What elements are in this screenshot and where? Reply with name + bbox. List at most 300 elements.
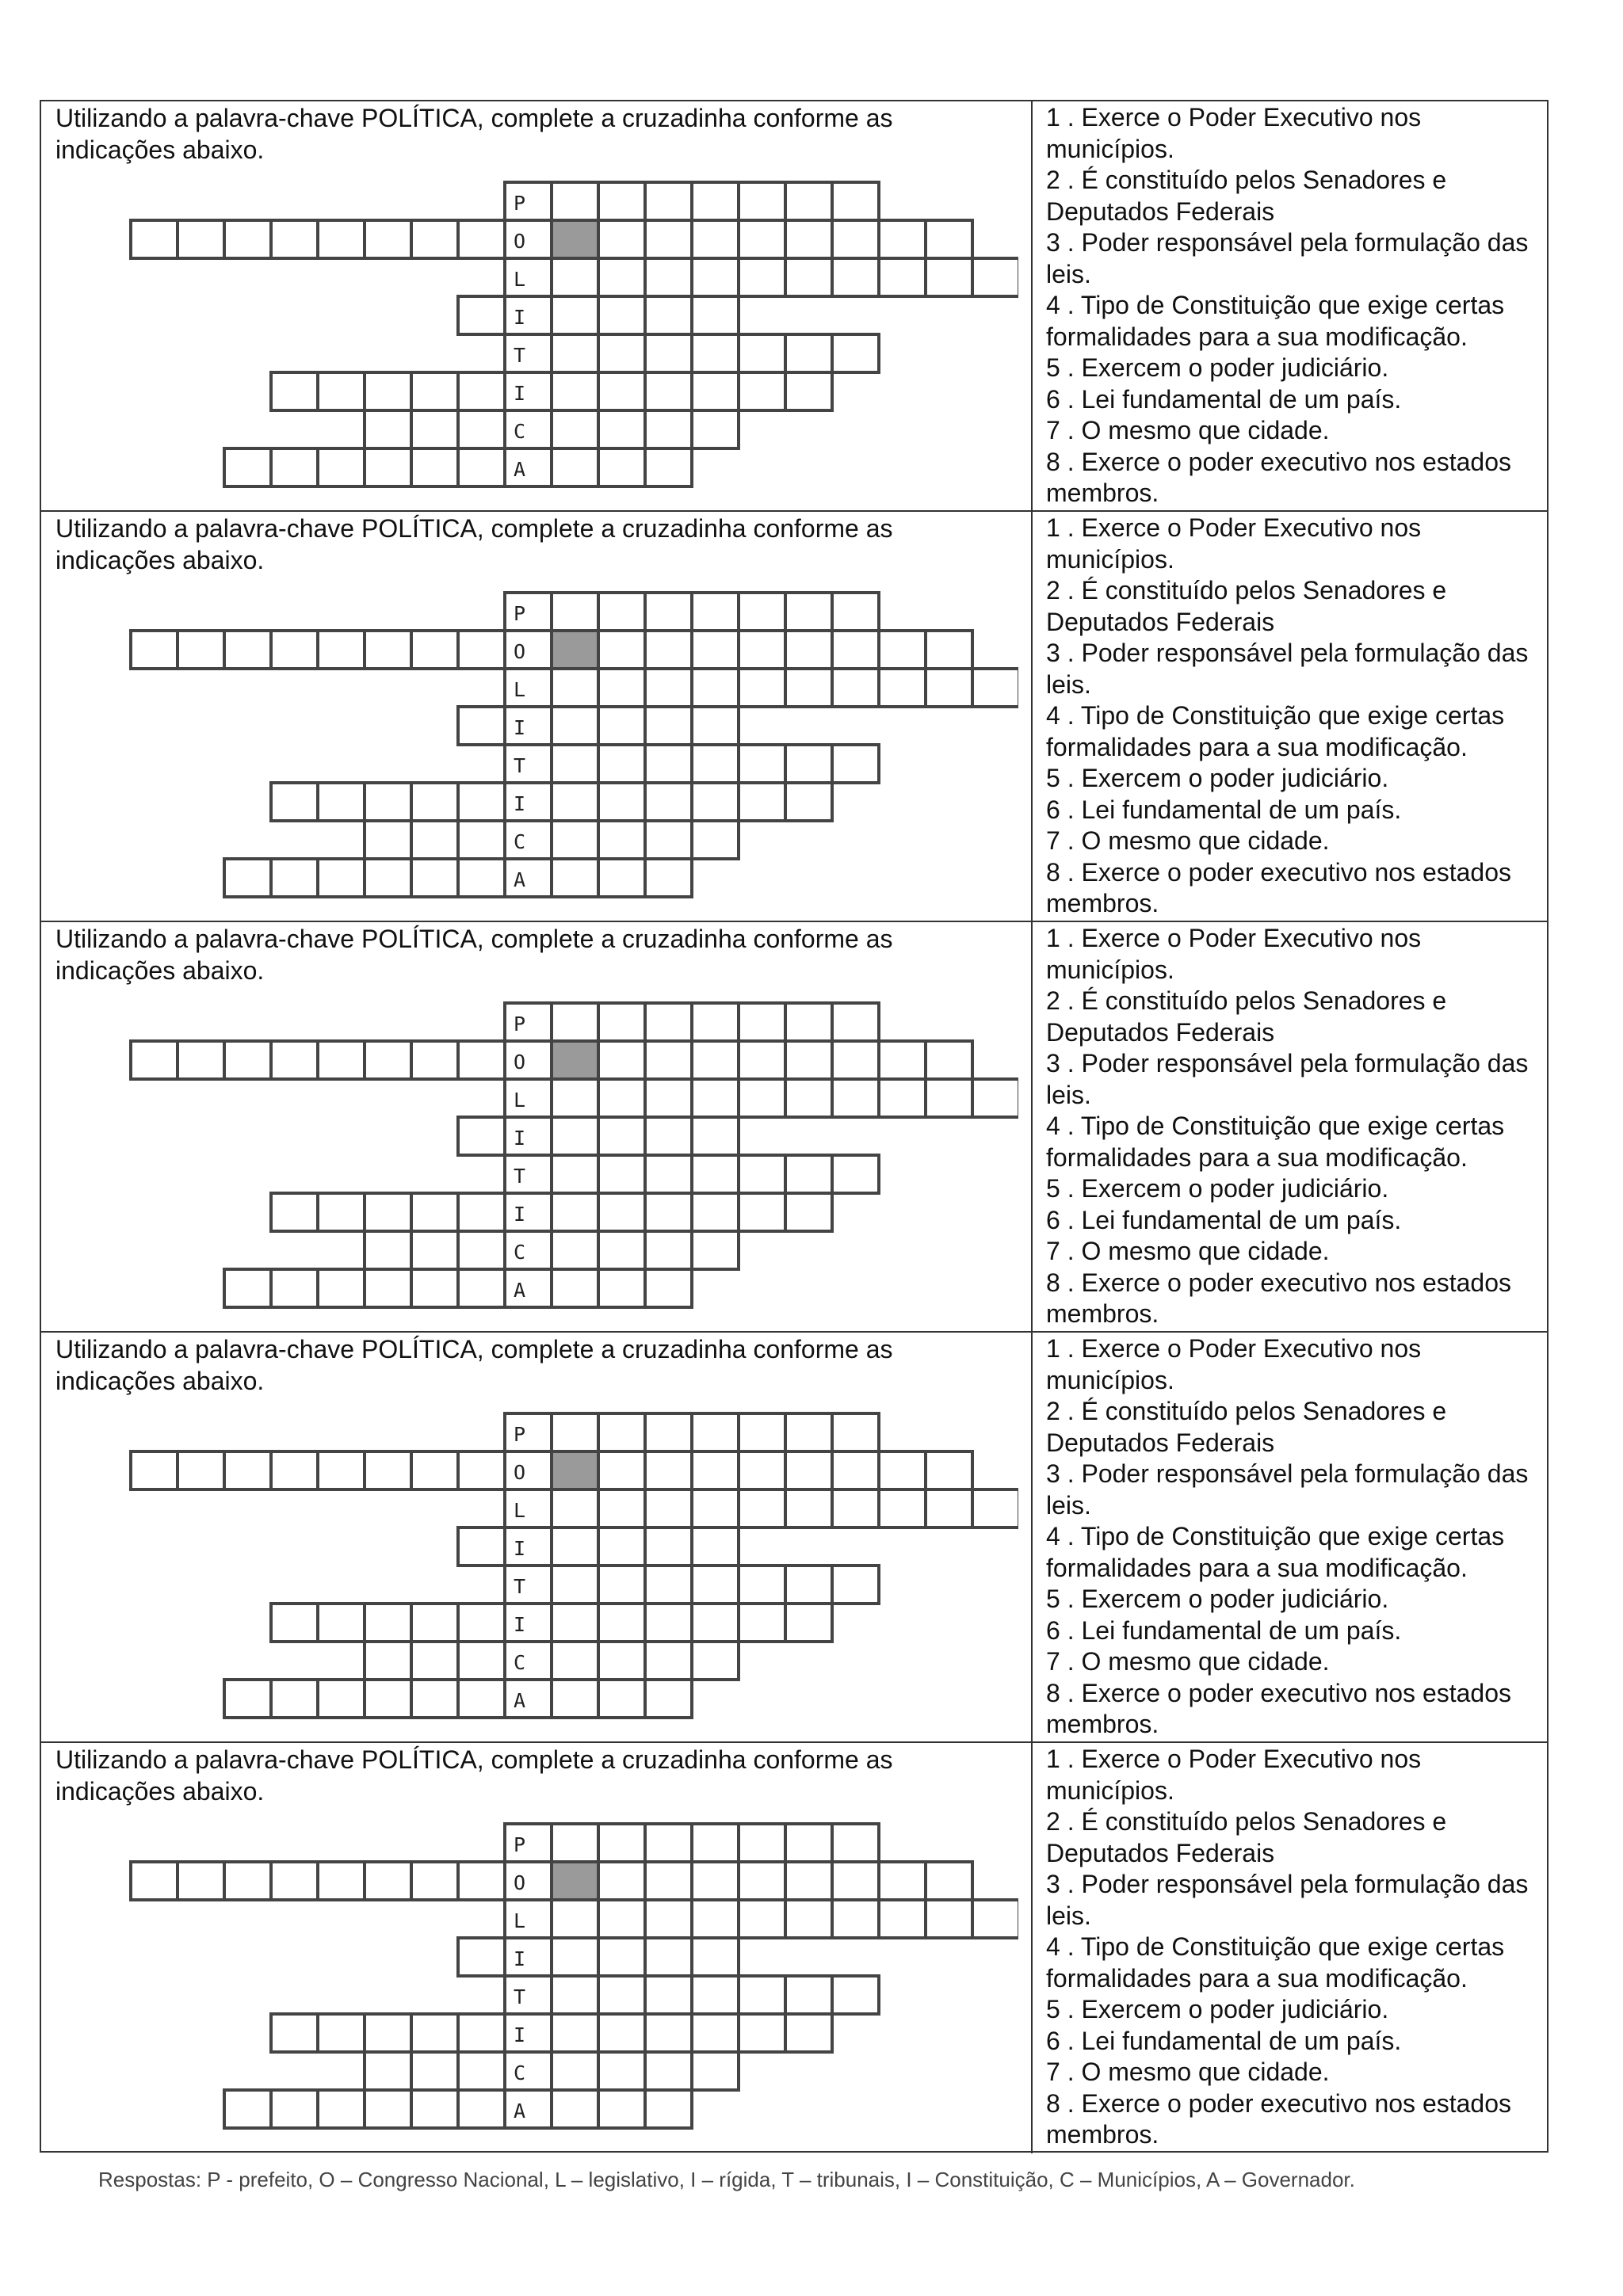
crossword-cell	[365, 2090, 411, 2128]
clue-number: 5 .	[1046, 1995, 1081, 2023]
crossword-cell	[739, 334, 785, 372]
crossword-cell	[832, 1451, 879, 1489]
clue-text: Exerce o Poder Executivo nos municípios.	[1046, 103, 1422, 163]
crossword-cell	[692, 1193, 739, 1231]
crossword-cell	[411, 2052, 458, 2090]
crossword-cell	[598, 1900, 645, 1938]
clue-text: Exercem o poder judiciário.	[1081, 353, 1389, 382]
keyword-cell	[505, 182, 552, 220]
crossword-cell	[458, 296, 505, 334]
crossword-cell	[879, 1451, 926, 1489]
clue-text: O mesmo que cidade.	[1081, 1237, 1330, 1265]
keyword-cell	[505, 1231, 552, 1269]
crossword-cell	[645, 1231, 692, 1269]
crossword-line	[505, 1079, 1018, 1117]
clue-text: Tipo de Constituição que exige certas formalidades para a sua modificação.	[1046, 1112, 1505, 1172]
crossword-cell	[598, 783, 645, 821]
crossword-cell	[552, 1527, 598, 1566]
crossword-cell	[692, 1862, 739, 1900]
crossword-cell	[972, 1079, 1018, 1117]
clue-text: Poder responsável pela formulação das leis.	[1046, 1870, 1529, 1930]
crossword-cell	[926, 1489, 972, 1527]
keyword-cell	[505, 1117, 552, 1155]
keyword-letter: P	[514, 1013, 526, 1035]
clue-text: Poder responsável pela formulação das leis.	[1046, 1459, 1529, 1520]
keyword-letter: O	[514, 1461, 526, 1484]
clue-text: Exerce o poder executivo nos estados membros.	[1046, 1268, 1512, 1328]
crossword-cell	[645, 1527, 692, 1566]
crossword-cell	[411, 372, 458, 410]
instruction-text: Utilizando a palavra-chave POLÍTICA, complete a cruzadinha conforme as indicações abaixo.	[55, 104, 893, 164]
crossword-line	[505, 1413, 879, 1451]
crossword-cell	[411, 1269, 458, 1307]
crossword-cell	[692, 410, 739, 448]
crossword-cell	[692, 182, 739, 220]
keyword-letter: P	[514, 1833, 526, 1856]
keyword-cell	[505, 2052, 552, 2090]
crossword-cell	[739, 258, 785, 296]
keyword-letter: C	[514, 830, 526, 853]
crossword-cell	[832, 1900, 879, 1938]
keyword-letter: I	[514, 716, 526, 739]
clue-item	[1046, 1111, 1545, 1173]
crossword-cell	[879, 1489, 926, 1527]
crossword-cell	[832, 334, 879, 372]
crossword-cell	[785, 1155, 832, 1193]
crossword-cell	[832, 1489, 879, 1527]
crossword-cell	[271, 1862, 318, 1900]
instruction-text: Utilizando a palavra-chave POLÍTICA, complete a cruzadinha conforme as indicações abaixo.	[55, 514, 893, 574]
keyword-cell	[505, 448, 552, 486]
clue-item	[1046, 1678, 1545, 1741]
crossword-grid	[83, 181, 1018, 498]
crossword-cell	[318, 2090, 365, 2128]
keyword-cell	[505, 1938, 552, 1976]
crossword-cell	[365, 220, 411, 258]
instruction-text: Utilizando a palavra-chave POLÍTICA, complete a cruzadinha conforme as indicações abaixo.	[55, 925, 893, 985]
shaded-cell	[552, 220, 598, 258]
clue-item	[1046, 1584, 1545, 1615]
clue-item	[1046, 513, 1545, 575]
crossword-cell	[645, 1117, 692, 1155]
crossword-cell	[598, 1824, 645, 1862]
clue-number: 4 .	[1046, 1112, 1081, 1140]
keyword-letter: L	[514, 1909, 526, 1932]
clue-item	[1046, 638, 1545, 700]
crossword-cell	[785, 1566, 832, 1604]
crossword-cell	[645, 2014, 692, 2052]
keyword-letter: A	[514, 2100, 526, 2122]
crossword-cell	[645, 2052, 692, 2090]
keyword-cell	[505, 258, 552, 296]
keyword-cell	[505, 669, 552, 707]
keyword-letter: O	[514, 1871, 526, 1894]
keyword-letter: A	[514, 458, 526, 481]
crossword-line	[224, 2090, 692, 2128]
crossword-cell	[645, 334, 692, 372]
crossword-cell	[318, 2014, 365, 2052]
clue-number: 1 .	[1046, 1745, 1081, 1773]
crossword-line	[505, 1155, 879, 1193]
keyword-cell	[505, 1976, 552, 2014]
crossword-cell	[365, 1604, 411, 1642]
clue-text: É constituído pelos Senadores e Deputados Federais	[1046, 1397, 1447, 1457]
crossword-cell	[739, 372, 785, 410]
clue-number: 8 .	[1046, 1679, 1081, 1707]
crossword-cell	[178, 1862, 224, 1900]
crossword-cell	[458, 1231, 505, 1269]
crossword-cell	[645, 448, 692, 486]
keyword-letter: I	[514, 1203, 526, 1226]
keyword-letter: T	[514, 1575, 526, 1598]
crossword-cell	[224, 1680, 271, 1718]
crossword-cell	[552, 1193, 598, 1231]
crossword-cell	[365, 1862, 411, 1900]
crossword-cell	[785, 1451, 832, 1489]
crossword-cell	[926, 631, 972, 669]
crossword-cell	[411, 1041, 458, 1079]
crossword-cell	[598, 1155, 645, 1193]
crossword-cell	[645, 1824, 692, 1862]
crossword-cell	[926, 669, 972, 707]
crossword-cell	[926, 220, 972, 258]
crossword-cell	[739, 1862, 785, 1900]
crossword-cell	[645, 1938, 692, 1976]
crossword-line	[458, 296, 739, 334]
clue-list	[1046, 513, 1545, 920]
crossword-cell	[552, 296, 598, 334]
keyword-letter: C	[514, 2061, 526, 2084]
crossword-cell	[458, 220, 505, 258]
crossword-cell	[598, 669, 645, 707]
crossword-cell	[552, 1976, 598, 2014]
clue-item	[1046, 1994, 1545, 2026]
crossword-cell	[552, 1269, 598, 1307]
crossword-cell	[926, 1862, 972, 1900]
crossword-line	[505, 334, 879, 372]
clue-item	[1046, 763, 1545, 795]
crossword-cell	[365, 1680, 411, 1718]
crossword-cell	[271, 1604, 318, 1642]
crossword-cell	[552, 372, 598, 410]
keyword-letter: L	[514, 1499, 526, 1522]
keyword-letter: O	[514, 1051, 526, 1074]
keyword-letter: I	[514, 792, 526, 815]
crossword-cell	[552, 1003, 598, 1041]
crossword-line	[505, 1566, 879, 1604]
clue-text: Poder responsável pela formulação das leis.	[1046, 639, 1529, 699]
crossword-cell	[785, 2014, 832, 2052]
crossword-cell	[411, 783, 458, 821]
crossword-cell	[645, 1193, 692, 1231]
keyword-letter: C	[514, 420, 526, 443]
crossword-cell	[598, 1642, 645, 1680]
crossword-cell	[271, 448, 318, 486]
crossword-cell	[739, 1041, 785, 1079]
crossword-cell	[785, 334, 832, 372]
clue-number: 3 .	[1046, 639, 1081, 667]
crossword-cell	[458, 1604, 505, 1642]
crossword-cell	[552, 1680, 598, 1718]
crossword-cell	[365, 2052, 411, 2090]
crossword-cell	[458, 410, 505, 448]
clue-text: Tipo de Constituição que exige certas formalidades para a sua modificação.	[1046, 1932, 1505, 1993]
clue-text: Poder responsável pela formulação das leis.	[1046, 1049, 1529, 1109]
clue-text: Exerce o Poder Executivo nos municípios.	[1046, 513, 1422, 574]
clue-item	[1046, 1173, 1545, 1205]
crossword-cell	[271, 1680, 318, 1718]
answer-key: Respostas: P - prefeito, O – Congresso Nacional, L – legislativo, I – rígida, T – tribunais, I – Constituição, C – Municípios, A – Governador.	[98, 2168, 1355, 2191]
crossword-cell	[458, 783, 505, 821]
crossword-cell	[552, 707, 598, 745]
worksheet-table	[40, 100, 1549, 2153]
clue-list	[1046, 1333, 1545, 1741]
crossword-cell	[365, 1642, 411, 1680]
crossword-cell	[411, 2090, 458, 2128]
crossword-cell	[692, 1041, 739, 1079]
clue-item	[1046, 353, 1545, 384]
crossword-cell	[598, 1269, 645, 1307]
crossword-cell	[692, 1413, 739, 1451]
crossword-cell	[645, 631, 692, 669]
clue-item	[1046, 700, 1545, 763]
keyword-cell	[505, 707, 552, 745]
crossword-cell	[224, 448, 271, 486]
crossword-cell	[785, 182, 832, 220]
keyword-cell	[505, 1155, 552, 1193]
crossword-line	[365, 821, 739, 859]
crossword-cell	[598, 1566, 645, 1604]
clue-item	[1046, 1932, 1545, 1994]
crossword-cell	[318, 783, 365, 821]
worksheet-row	[41, 1333, 1547, 1743]
keyword-letter: T	[514, 1165, 526, 1188]
crossword-line	[505, 1976, 879, 2014]
clue-item	[1046, 2057, 1545, 2088]
crossword-cell	[271, 1269, 318, 1307]
crossword-cell	[785, 745, 832, 783]
crossword-cell	[972, 1489, 1018, 1527]
instruction-text: Utilizando a palavra-chave POLÍTICA, complete a cruzadinha conforme as indicações abaixo.	[55, 1335, 893, 1395]
crossword-cell	[552, 182, 598, 220]
clue-number: 7 .	[1046, 2058, 1081, 2086]
crossword-cell	[879, 631, 926, 669]
crossword-cell	[739, 1976, 785, 2014]
crossword-cell	[645, 410, 692, 448]
crossword-cell	[552, 1117, 598, 1155]
crossword-cell	[739, 1155, 785, 1193]
crossword-cell	[552, 1642, 598, 1680]
clue-text: Exerce o Poder Executivo nos municípios.	[1046, 924, 1422, 984]
crossword-line	[505, 1824, 879, 1862]
clue-item	[1046, 2026, 1545, 2058]
clue-number: 3 .	[1046, 1459, 1081, 1488]
crossword-cell	[271, 372, 318, 410]
crossword-line	[271, 1604, 832, 1642]
keyword-cell	[505, 1003, 552, 1041]
keyword-cell	[505, 1489, 552, 1527]
crossword-panel	[41, 922, 1033, 1331]
clue-text: Exerce o Poder Executivo nos municípios.	[1046, 1334, 1422, 1394]
clue-number: 2 .	[1046, 986, 1081, 1015]
crossword-cell	[645, 258, 692, 296]
crossword-cell	[318, 1041, 365, 1079]
crossword-grid	[83, 1822, 1018, 2139]
crossword-cell	[411, 1604, 458, 1642]
crossword-line	[365, 1642, 739, 1680]
crossword-cell	[692, 296, 739, 334]
crossword-cell	[598, 1231, 645, 1269]
crossword-cell	[739, 220, 785, 258]
crossword-cell	[785, 631, 832, 669]
crossword-cell	[365, 448, 411, 486]
crossword-cell	[458, 1193, 505, 1231]
crossword-cell	[692, 2014, 739, 2052]
crossword-cell	[365, 1041, 411, 1079]
clue-number: 2 .	[1046, 166, 1081, 194]
crossword-cell	[598, 448, 645, 486]
crossword-cell	[832, 220, 879, 258]
crossword-cell	[645, 220, 692, 258]
clue-number: 8 .	[1046, 1268, 1081, 1297]
crossword-cell	[552, 1824, 598, 1862]
clue-item	[1046, 1521, 1545, 1584]
crossword-cell	[832, 593, 879, 631]
crossword-cell	[552, 593, 598, 631]
crossword-cell	[645, 1900, 692, 1938]
crossword-cell	[365, 1269, 411, 1307]
keyword-cell	[505, 593, 552, 631]
crossword-cell	[131, 631, 178, 669]
crossword-cell	[785, 593, 832, 631]
clue-number: 4 .	[1046, 701, 1081, 730]
crossword-cell	[598, 2052, 645, 2090]
crossword-cell	[411, 1193, 458, 1231]
crossword-cell	[411, 631, 458, 669]
crossword-cell	[458, 2014, 505, 2052]
crossword-cell	[785, 1193, 832, 1231]
crossword-cell	[785, 1003, 832, 1041]
crossword-cell	[458, 1680, 505, 1718]
clue-number: 7 .	[1046, 416, 1081, 444]
crossword-cell	[318, 1193, 365, 1231]
crossword-cell	[832, 1413, 879, 1451]
clues-panel	[1033, 922, 1547, 1331]
crossword-line	[131, 1862, 972, 1900]
crossword-cell	[271, 631, 318, 669]
crossword-line	[365, 1231, 739, 1269]
crossword-cell	[645, 1642, 692, 1680]
crossword-cell	[365, 1193, 411, 1231]
keyword-letter: I	[514, 1947, 526, 1970]
clue-item	[1046, 795, 1545, 826]
keyword-letter: P	[514, 602, 526, 625]
crossword-cell	[692, 745, 739, 783]
crossword-cell	[131, 1862, 178, 1900]
crossword-cell	[598, 410, 645, 448]
crossword-cell	[832, 745, 879, 783]
crossword-cell	[318, 1451, 365, 1489]
clues-panel	[1033, 512, 1547, 921]
crossword-cell	[178, 631, 224, 669]
clue-number: 1 .	[1046, 513, 1081, 542]
keyword-cell	[505, 1642, 552, 1680]
crossword-cell	[739, 631, 785, 669]
crossword-cell	[645, 1003, 692, 1041]
crossword-cell	[552, 1489, 598, 1527]
keyword-letter: T	[514, 1985, 526, 2008]
keyword-cell	[505, 1566, 552, 1604]
crossword-cell	[645, 1079, 692, 1117]
crossword-line	[505, 593, 879, 631]
clue-text: Tipo de Constituição que exige certas formalidades para a sua modificação.	[1046, 1522, 1505, 1582]
crossword-cell	[598, 1413, 645, 1451]
crossword-grid	[83, 1001, 1018, 1318]
crossword-cell	[552, 745, 598, 783]
crossword-cell	[598, 1489, 645, 1527]
crossword-cell	[785, 258, 832, 296]
crossword-cell	[692, 1976, 739, 2014]
crossword-cell	[224, 1451, 271, 1489]
crossword-cell	[879, 1862, 926, 1900]
crossword-line	[224, 448, 692, 486]
clue-text: Lei fundamental de um país.	[1081, 1615, 1402, 1645]
crossword-panel	[41, 101, 1033, 510]
clue-number: 1 .	[1046, 924, 1081, 952]
crossword-cell	[832, 1079, 879, 1117]
crossword-cell	[318, 859, 365, 897]
crossword-cell	[645, 1604, 692, 1642]
crossword-cell	[598, 1193, 645, 1231]
clue-item	[1046, 1869, 1545, 1932]
crossword-cell	[645, 1451, 692, 1489]
clue-text: Exerce o poder executivo nos estados membros.	[1046, 857, 1512, 917]
clue-number: 6 .	[1046, 1206, 1081, 1234]
crossword-line	[224, 1269, 692, 1307]
crossword-cell	[692, 821, 739, 859]
keyword-cell	[505, 1079, 552, 1117]
crossword-cell	[739, 182, 785, 220]
crossword-cell	[552, 1900, 598, 1938]
keyword-cell	[505, 859, 552, 897]
clue-item	[1046, 1615, 1545, 1647]
keyword-letter: I	[514, 1537, 526, 1560]
crossword-cell	[785, 1976, 832, 2014]
crossword-cell	[458, 1269, 505, 1307]
crossword-cell	[411, 410, 458, 448]
keyword-letter: I	[514, 382, 526, 405]
clue-number: 8 .	[1046, 2089, 1081, 2118]
crossword-line	[505, 669, 1018, 707]
crossword-cell	[926, 1451, 972, 1489]
crossword-cell	[739, 1900, 785, 1938]
crossword-cell	[365, 2014, 411, 2052]
clue-text: É constituído pelos Senadores e Deputados Federais	[1046, 576, 1447, 636]
crossword-cell	[692, 1155, 739, 1193]
crossword-cell	[645, 1269, 692, 1307]
keyword-letter: I	[514, 306, 526, 329]
clue-item	[1046, 1236, 1545, 1268]
clue-list	[1046, 102, 1545, 509]
crossword-cell	[739, 2014, 785, 2052]
keyword-cell	[505, 783, 552, 821]
clue-text: O mesmo que cidade.	[1081, 2058, 1330, 2086]
keyword-cell	[505, 372, 552, 410]
clue-text: Tipo de Constituição que exige certas formalidades para a sua modificação.	[1046, 291, 1505, 351]
crossword-cell	[692, 631, 739, 669]
clue-number: 2 .	[1046, 1397, 1081, 1425]
crossword-cell	[411, 859, 458, 897]
